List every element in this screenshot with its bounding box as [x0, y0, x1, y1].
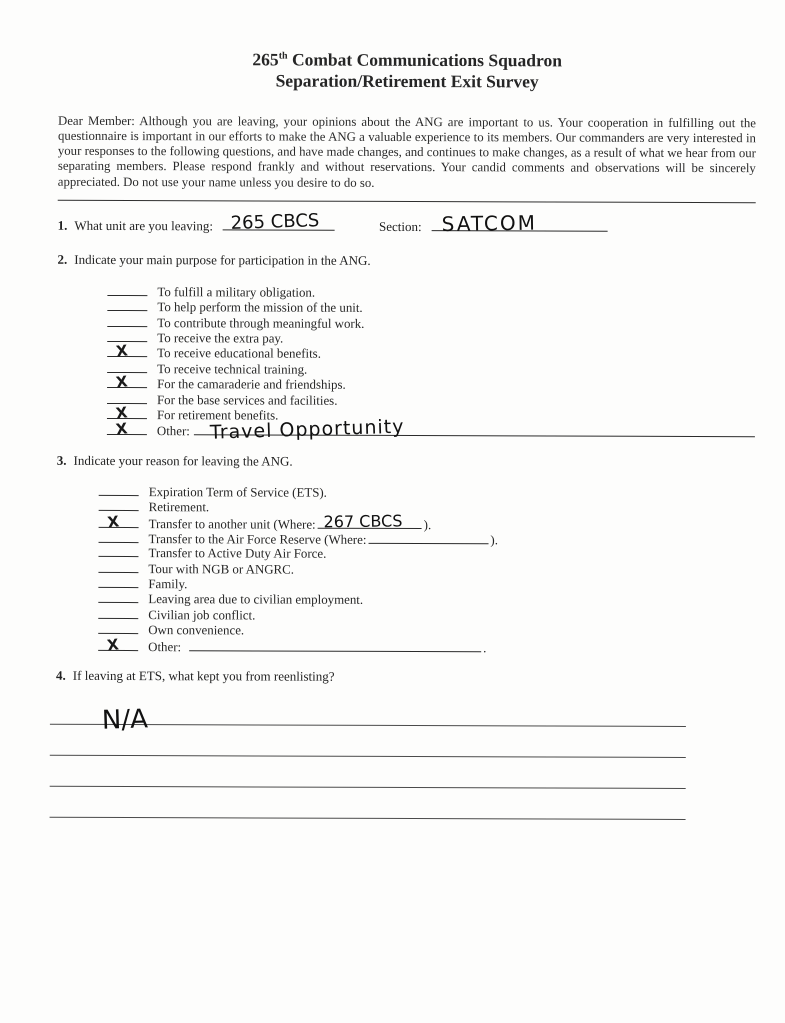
title-line-2: Separation/Retirement Exit Survey	[275, 70, 539, 92]
checkbox-blank	[107, 300, 147, 311]
checkbox-blank	[98, 623, 138, 634]
other-answer-line	[189, 639, 481, 652]
checkbox-blank	[107, 403, 147, 423]
question-1	[57, 209, 756, 236]
question-4-answer-area	[56, 697, 754, 820]
checkbox-blank	[107, 362, 147, 373]
option-label: For retirement benefits.	[156, 408, 279, 423]
option-label: Transfer to the Air Force Reserve (Where:	[148, 532, 367, 547]
question-3	[57, 453, 755, 471]
answer-line	[50, 756, 686, 789]
x-mark: X	[115, 372, 129, 392]
option-suffix: ).	[423, 517, 432, 532]
question-4-number: 4.	[56, 667, 66, 683]
checkbox-blank	[107, 372, 147, 392]
checkbox-blank	[98, 592, 138, 603]
option-suffix: .	[483, 640, 487, 655]
divider-rule	[58, 200, 756, 203]
checkbox-blank	[98, 635, 138, 655]
option-label: Retirement.	[148, 500, 210, 515]
option-label: To receive educational benefits.	[157, 346, 321, 362]
handwritten-where-unit: 267 CBCS	[323, 510, 403, 531]
title-line-1	[58, 45, 756, 73]
page-title	[58, 45, 756, 94]
option-label: Transfer to another unit (Where:	[148, 516, 316, 532]
option-label: For the base services and facilities.	[157, 392, 338, 408]
checkbox-blank	[107, 393, 147, 404]
question-2-number: 2.	[57, 251, 68, 267]
checkbox-blank	[107, 331, 147, 342]
option-label: Tour with NGB or ANGRC.	[148, 561, 295, 577]
handwritten-section: SATCOM	[441, 210, 538, 236]
checkbox-blank	[107, 285, 147, 296]
option-row-transfer-unit	[99, 510, 755, 533]
unit-answer-line	[223, 209, 335, 234]
checkbox-blank	[98, 608, 138, 619]
checkbox-blank	[107, 316, 147, 327]
question-4	[56, 668, 754, 686]
section-label: Section:	[378, 218, 422, 234]
question-3-label: Indicate your reason for leaving the ANG.	[73, 452, 293, 469]
answer-line	[50, 787, 686, 820]
option-row-other	[98, 635, 754, 657]
question-2-options	[57, 284, 756, 445]
handwritten-unit: 265 CBCS	[230, 209, 321, 234]
x-mark: X	[114, 403, 129, 423]
question-1-label: What unit are you leaving:	[74, 217, 214, 234]
option-row	[99, 500, 755, 518]
option-label: Civilian job conflict.	[148, 607, 256, 623]
option-label: Own convenience.	[148, 623, 245, 638]
checkbox-blank	[98, 562, 138, 573]
intro-paragraph: Dear Member: Although you are leaving, your opinions about the ANG are important to us. Your cooperation in fulfilling out the questionnaire is important in our efforts to make the ANG a valuable experience to its members. Our commanders are very interested in your responses to the following questions, and have made changes, and continues to make changes, as a result of what we hear from our separating members. Please respond frankly and without reservations. Your candid comments and observations will be sincerely appreciated. Do not use your name unless you desire to do so.	[57, 113, 757, 190]
option-label: Other:	[148, 639, 182, 654]
x-mark: X	[106, 635, 120, 655]
checkbox-blank	[107, 341, 147, 362]
option-label: To help perform the mission of the unit.	[157, 300, 363, 316]
checkbox-blank	[98, 577, 138, 588]
section-answer-line	[432, 210, 608, 236]
answer-line	[50, 725, 686, 758]
question-4-label: If leaving at ETS, what kept you from reenlisting?	[72, 667, 335, 684]
checkbox-blank	[99, 500, 139, 511]
question-2	[57, 252, 755, 270]
answer-line	[50, 697, 686, 736]
other-answer-line	[194, 415, 755, 445]
option-label: For the camaraderie and friendships.	[157, 377, 346, 392]
option-label: To receive technical training.	[157, 361, 308, 377]
option-label: To receive the extra pay.	[157, 331, 284, 346]
option-label: Family.	[148, 577, 188, 592]
question-3-number: 3.	[56, 452, 67, 468]
handwritten-other-purpose: Travel Opportunity	[209, 415, 405, 445]
option-label: To fulfill a military obligation.	[157, 284, 316, 300]
title-squadron-name: Combat Communications Squadron	[287, 49, 563, 71]
option-label: To contribute through meaningful work.	[157, 315, 365, 331]
question-1-number: 1.	[57, 217, 68, 233]
option-label: Leaving area due to civilian employment.	[148, 592, 364, 608]
page-content	[56, 0, 757, 820]
checkbox-blank	[99, 532, 139, 543]
title-ordinal-suffix: th	[278, 50, 288, 62]
x-mark: X	[106, 511, 121, 532]
option-row	[98, 562, 754, 580]
option-label: Other:	[156, 424, 190, 439]
checkbox-blank	[98, 546, 138, 557]
x-mark: X	[114, 419, 129, 439]
x-mark: X	[115, 341, 129, 362]
checkbox-blank	[99, 511, 139, 532]
handwritten-na: N/A	[101, 704, 149, 736]
checkbox-blank	[107, 419, 147, 439]
option-label: Expiration Term of Service (ETS).	[148, 484, 327, 500]
where-answer-line	[318, 510, 422, 531]
option-label: Transfer to Active Duty Air Force.	[148, 546, 327, 562]
where-answer-line	[368, 532, 488, 544]
option-suffix: ).	[490, 533, 498, 548]
title-squadron-number: 265	[252, 49, 279, 70]
question-2-label: Indicate your main purpose for participation in the ANG.	[74, 251, 371, 268]
question-3-options	[56, 485, 755, 657]
checkbox-blank	[99, 485, 139, 496]
